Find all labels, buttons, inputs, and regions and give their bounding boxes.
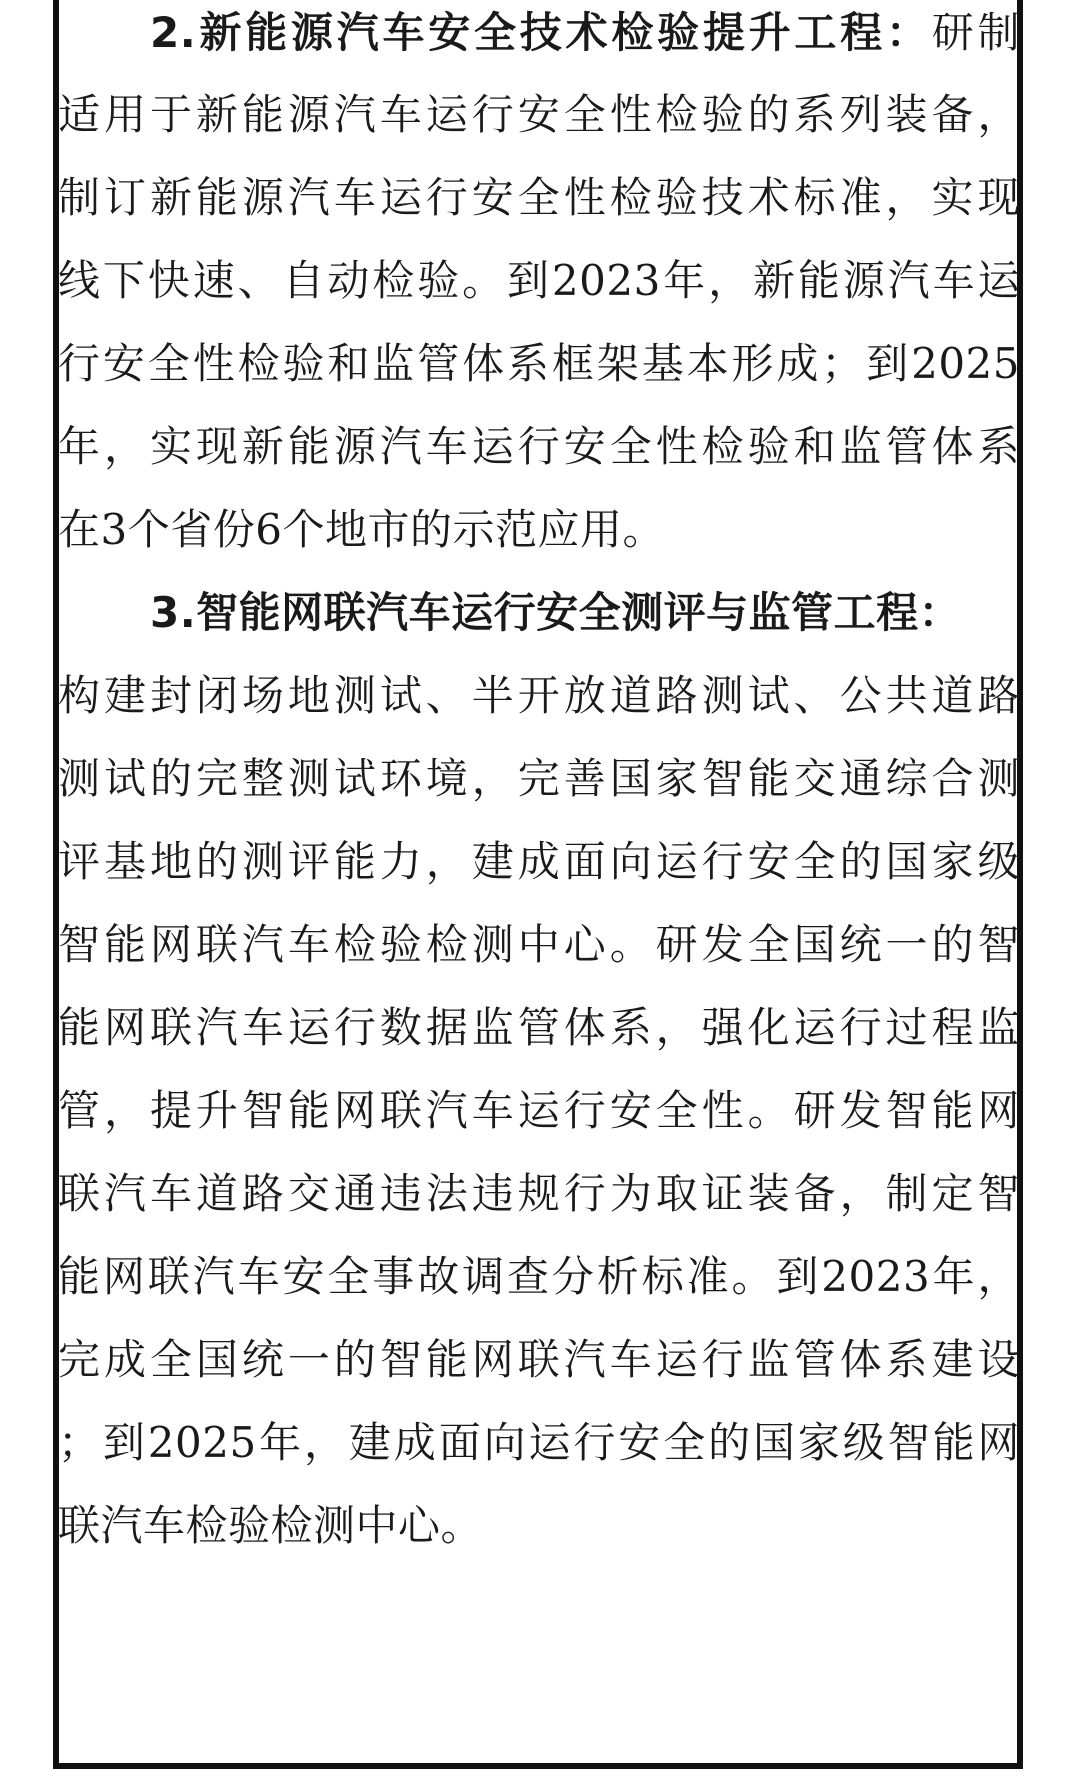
text-line: 能网联汽车运行数据监管体系，强化运行过程监 <box>58 1003 1020 1052</box>
text-line: 测试的完整测试环境，完善国家智能交通综合测 <box>58 754 1020 803</box>
text-line: 评基地的测评能力，建成面向运行安全的国家级 <box>58 837 1020 886</box>
text-line: 联汽车检验检测中心。 <box>58 1501 484 1550</box>
text-line: 在3个省份6个地市的示范应用。 <box>58 505 665 554</box>
text-line: 联汽车道路交通违法违规行为取证装备，制定智 <box>58 1169 1020 1218</box>
text-line: 适用于新能源汽车运行安全性检验的系列装备， <box>58 90 1020 139</box>
text-line: 智能网联汽车检验检测中心。研发全国统一的智 <box>58 920 1020 969</box>
paragraph-3-heading <box>58 566 1020 660</box>
text-line: 能网联汽车安全事故调查分析标准。到2023年， <box>58 1252 1020 1301</box>
text-line: 构建封闭场地测试、半开放道路测试、公共道路 <box>58 671 1020 720</box>
heading-2-tail: 研制 <box>931 8 1020 57</box>
text-line: 完成全国统一的智能网联汽车运行监管体系建设 <box>58 1335 1020 1384</box>
text-line: 年，实现新能源汽车运行安全性检验和监管体系 <box>58 422 1020 471</box>
text-line: 行安全性检验和监管体系框架基本形成；到2025 <box>58 339 1020 388</box>
heading-2-title: 2.新能源汽车安全技术检验提升工程： <box>150 8 932 57</box>
text-line: 线下快速、自动检验。到2023年，新能源汽车运 <box>58 256 1020 305</box>
text-line: ；到2025年，建成面向运行安全的国家级智能网 <box>58 1418 1020 1467</box>
text-line: 制订新能源汽车运行安全性检验技术标准，实现 <box>58 173 1020 222</box>
text-line: 管，提升智能网联汽车运行安全性。研发智能网 <box>58 1086 1020 1135</box>
heading-3-title: 3.智能网联汽车运行安全测评与监管工程： <box>150 588 962 637</box>
